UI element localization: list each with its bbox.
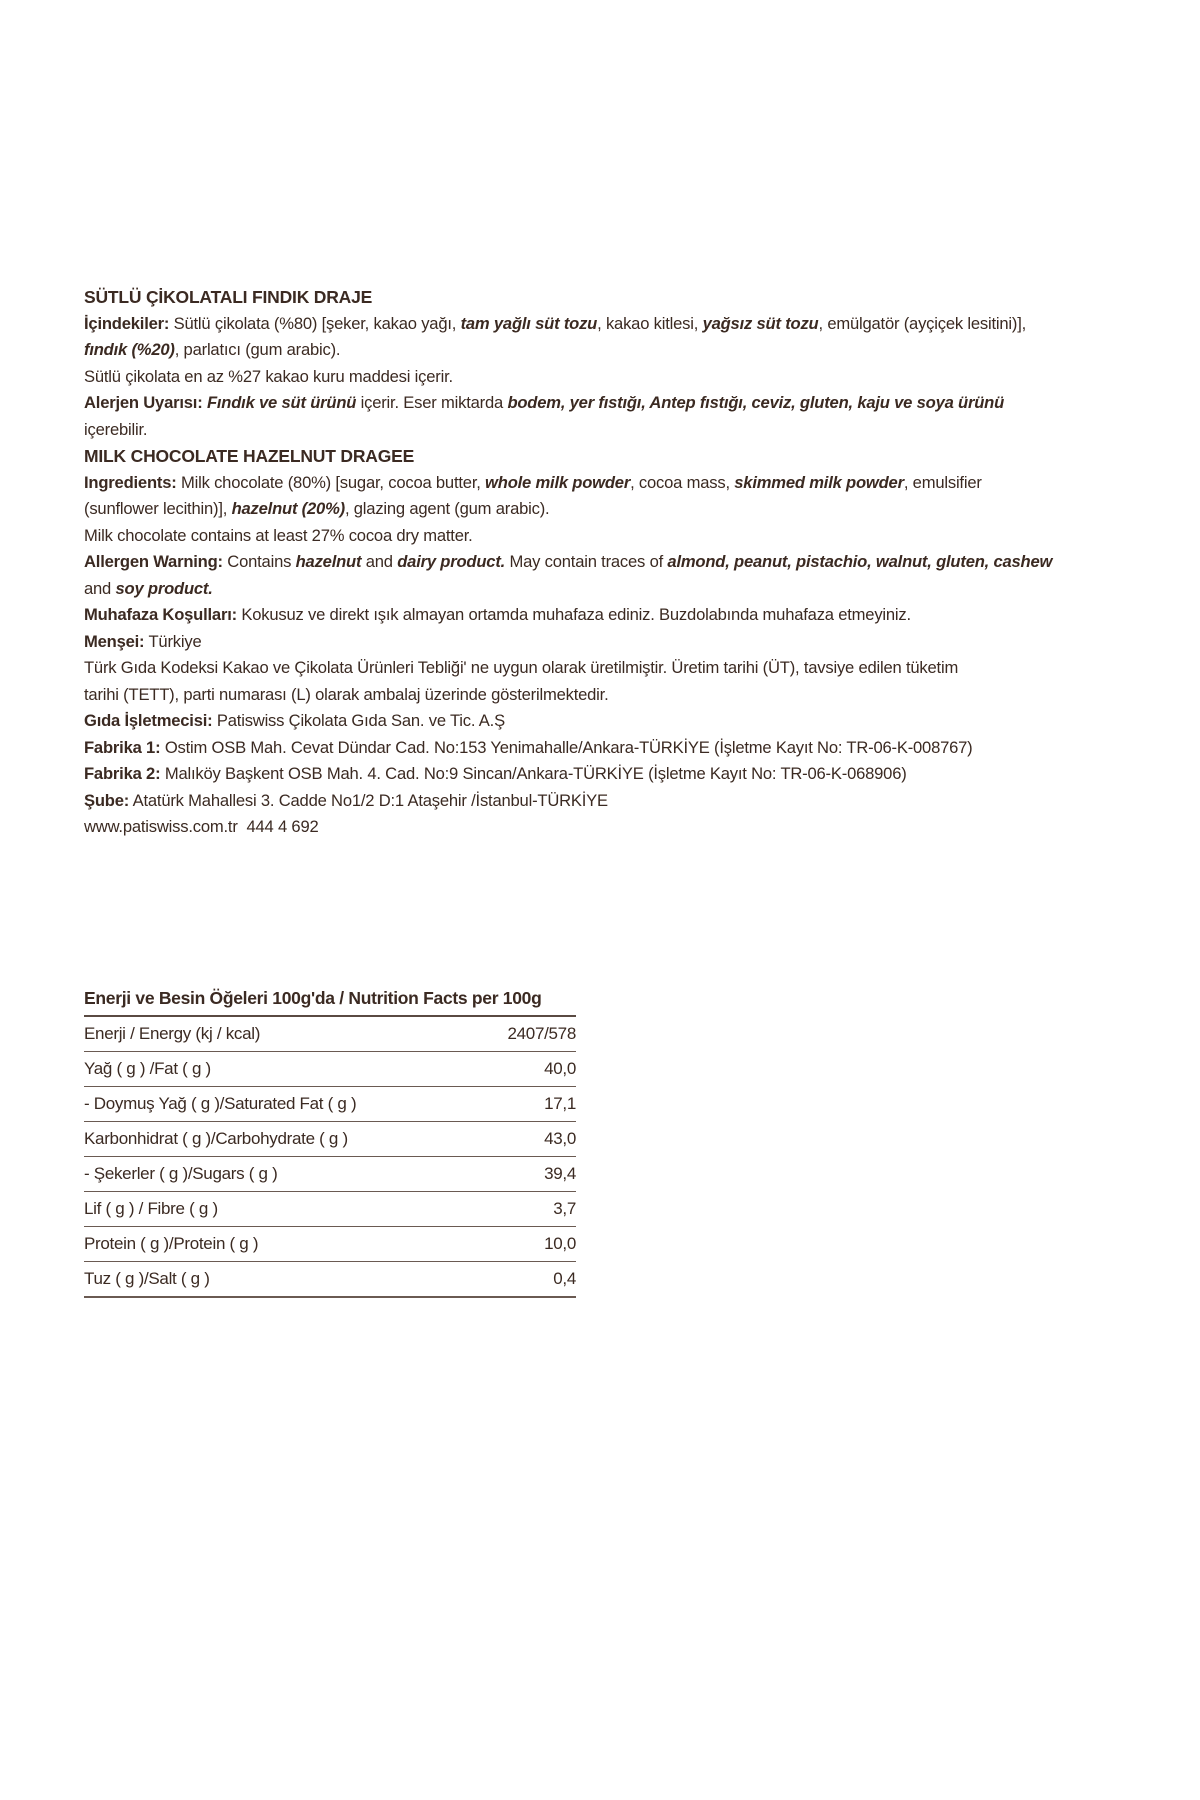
english-ingredients-line-1: Ingredients: Milk chocolate (80%) [sugar, cocoa butter, whole milk powder, cocoa mass, skimmed milk powder, emulsifier <box>84 472 982 492</box>
nutrition-row <box>84 1087 576 1122</box>
nutrition-row <box>84 1227 576 1262</box>
storage-conditions: Muhafaza Koşulları: Kokusuz ve direkt ışık almayan ortamda muhafaza ediniz. Buzdolabında muhafaza etmeyiniz. <box>84 605 911 624</box>
codex-statement-line-2: tarihi (TETT), parti numarası (L) olarak ambalaj üzerinde gösterilmektedir. <box>84 684 609 704</box>
phone-number: 444 4 692 <box>246 817 319 836</box>
turkish-ingredients-line-1: İçindekiler: Sütlü çikolata (%80) [şeker, kakao yağı, tam yağlı süt tozu, kakao kitlesi, yağsız süt tozu, emülgatör (ayçiçek lesitini)], <box>84 313 1027 333</box>
english-allergen-line-1: Allergen Warning: Contains hazelnut and dairy product. May contain traces of almond, peanut, pistachio, walnut, gluten, cashew <box>84 552 1053 571</box>
food-operator-label: Gıda İşletmecisi: <box>84 711 213 730</box>
nutrient-value: 43,0 <box>544 1129 576 1148</box>
nutrient-name: Karbonhidrat ( g )/Carbohydrate ( g ) <box>84 1129 348 1148</box>
nutrition-row <box>84 1017 576 1052</box>
english-allergen-line-2: and soy product. <box>84 578 213 598</box>
factory-2-label: Fabrika 2: <box>84 764 161 783</box>
english-allergen-label: Allergen Warning: <box>84 552 223 571</box>
turkish-product-title: SÜTLÜ ÇİKOLATALI FINDIK DRAJE <box>84 287 373 307</box>
nutrient-value: 10,0 <box>544 1234 576 1253</box>
branch-label: Şube: <box>84 790 130 810</box>
turkish-ingredients-line-2: fındık (%20), parlatıcı (gum arabic). <box>84 340 341 359</box>
turkish-cocoa-content: Sütlü çikolata en az %27 kakao kuru maddesi içerir. <box>84 366 453 386</box>
english-ingredients-label: Ingredients: <box>84 472 177 492</box>
nutrition-row <box>84 1052 576 1087</box>
turkish-allergen-line-2: içerebilir. <box>84 419 148 439</box>
factory-1-address: Fabrika 1: Ostim OSB Mah. Cevat Dündar Cad. No:153 Yenimahalle/Ankara-TÜRKİYE (İşletme Kayıt No: TR-06-K-008767) <box>84 737 973 757</box>
origin: Menşei: Türkiye <box>84 631 202 651</box>
nutrient-value: 3,7 <box>553 1199 576 1218</box>
nutrition-table-title: Enerji ve Besin Öğeleri 100g'da / Nutrition Facts per 100g <box>84 984 576 1017</box>
codex-statement-line-1: Türk Gıda Kodeksi Kakao ve Çikolata Ürünleri Tebliği' ne uygun olarak üretilmiştir. Üretim tarihi (ÜT), tavsiye edilen tüketim <box>84 658 959 677</box>
english-cocoa-content: Milk chocolate contains at least 27% cocoa dry matter. <box>84 525 473 545</box>
nutrient-name: Yağ ( g ) /Fat ( g ) <box>84 1059 211 1078</box>
english-ingredients-line-2: (sunflower lecithin)], hazelnut (20%), glazing agent (gum arabic). <box>84 499 550 518</box>
factory-1-label: Fabrika 1: <box>84 737 161 757</box>
origin-label: Menşei: <box>84 631 145 651</box>
turkish-ingredients-label: İçindekiler: <box>84 313 170 333</box>
storage-label: Muhafaza Koşulları: <box>84 605 237 624</box>
english-product-title: MILK CHOCOLATE HAZELNUT DRAGEE <box>84 446 415 466</box>
nutrient-value: 17,1 <box>544 1094 576 1113</box>
turkish-allergen-line-1: Alerjen Uyarısı: Fındık ve süt ürünü içerir. Eser miktarda bodem, yer fıstığı, Antep fıstığı, ceviz, gluten, kaju ve soya ürünü <box>84 393 1005 412</box>
nutrient-name: - Doymuş Yağ ( g )/Saturated Fat ( g ) <box>84 1094 357 1113</box>
nutrient-name: Tuz ( g )/Salt ( g ) <box>84 1269 210 1288</box>
contact-line <box>84 814 1094 841</box>
nutrient-value: 2407/578 <box>507 1024 576 1043</box>
branch-address: Şube: Atatürk Mahallesi 3. Cadde No1/2 D:1 Ataşehir /İstanbul-TÜRKİYE <box>84 790 608 810</box>
nutrient-name: Enerji / Energy (kj / kcal) <box>84 1024 261 1043</box>
nutrition-row <box>84 1262 576 1298</box>
factory-2-address: Fabrika 2: Malıköy Başkent OSB Mah. 4. Cad. No:9 Sincan/Ankara-TÜRKİYE (İşletme Kayıt No: TR-06-K-068906) <box>84 764 907 783</box>
nutrient-name: - Şekerler ( g )/Sugars ( g ) <box>84 1164 278 1183</box>
nutrition-table <box>84 984 576 1298</box>
nutrition-row <box>84 1122 576 1157</box>
nutrition-row <box>84 1192 576 1227</box>
nutrient-value: 0,4 <box>553 1269 576 1288</box>
website: www.patiswiss.com.tr <box>84 817 238 836</box>
nutrient-value: 40,0 <box>544 1059 576 1078</box>
nutrient-name: Protein ( g )/Protein ( g ) <box>84 1234 259 1253</box>
product-label <box>84 284 1094 841</box>
nutrition-row <box>84 1157 576 1192</box>
turkish-allergen-label: Alerjen Uyarısı: <box>84 393 203 412</box>
nutrient-name: Lif ( g ) / Fibre ( g ) <box>84 1199 218 1218</box>
nutrient-value: 39,4 <box>544 1164 576 1183</box>
food-operator: Gıda İşletmecisi: Patiswiss Çikolata Gıda San. ve Tic. A.Ş <box>84 711 505 730</box>
